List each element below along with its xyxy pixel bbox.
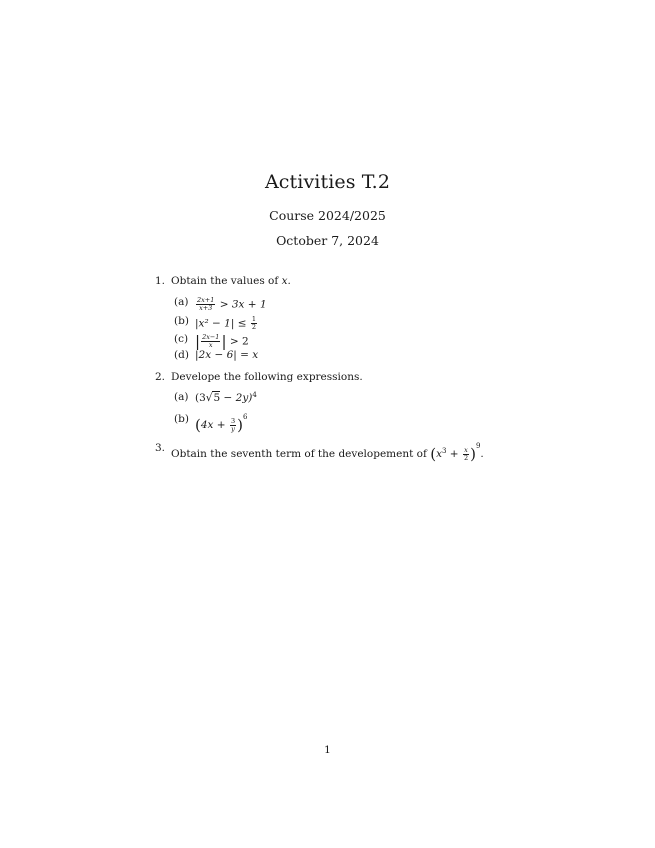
math-expression: | $\frac{2x-1}{x}$ | > 2 — [195, 332, 249, 351]
problem-number: 3. — [155, 442, 166, 454]
fraction: $\frac{1}{2}$ — [251, 315, 256, 331]
problem-number: 1. — [155, 275, 166, 287]
subproblem-label: (d) — [174, 349, 189, 361]
problem-text: Develope the following expressions. — [171, 371, 363, 383]
subproblem-label: (c) — [174, 333, 189, 345]
math-expression: $(3√5 - 2y)^4$ — [195, 391, 257, 404]
course-label: Course 2024/2025 — [269, 208, 386, 223]
math-expression: $\frac{2x+1}{x+3}$ > 3x + 1 — [197, 296, 267, 312]
fraction: $\frac{3}{y}$ — [230, 416, 236, 433]
fraction: $\frac{2x+1}{x+3}$ — [197, 296, 215, 312]
problem-text: Obtain the seventh term of the developement of ($x^3$ + $\frac{x}{2}$ )$^9$. — [171, 442, 484, 463]
subproblem-label: (a) — [174, 391, 189, 403]
page-number: 1 — [324, 744, 331, 756]
subproblem-label: (b) — [174, 315, 189, 327]
document-title: Activities T.2 — [264, 171, 391, 193]
fraction: $\frac{2x-1}{x}$ — [202, 333, 220, 349]
fraction: $\frac{x}{2}$ — [463, 445, 469, 462]
subproblem-label: (a) — [174, 296, 189, 308]
subproblem-label: (b) — [174, 413, 189, 425]
math-expression: |2x − 6| = x — [195, 349, 259, 361]
problem-number: 2. — [155, 371, 166, 383]
document-date: October 7, 2024 — [276, 233, 379, 248]
problem-text: Obtain the values of x. — [171, 275, 291, 287]
math-expression: (4x + $\frac{3}{y}$ )$^6$ — [195, 413, 248, 434]
math-expression: |x² − 1| ≤ $\frac{1}{2}$ — [195, 315, 256, 331]
